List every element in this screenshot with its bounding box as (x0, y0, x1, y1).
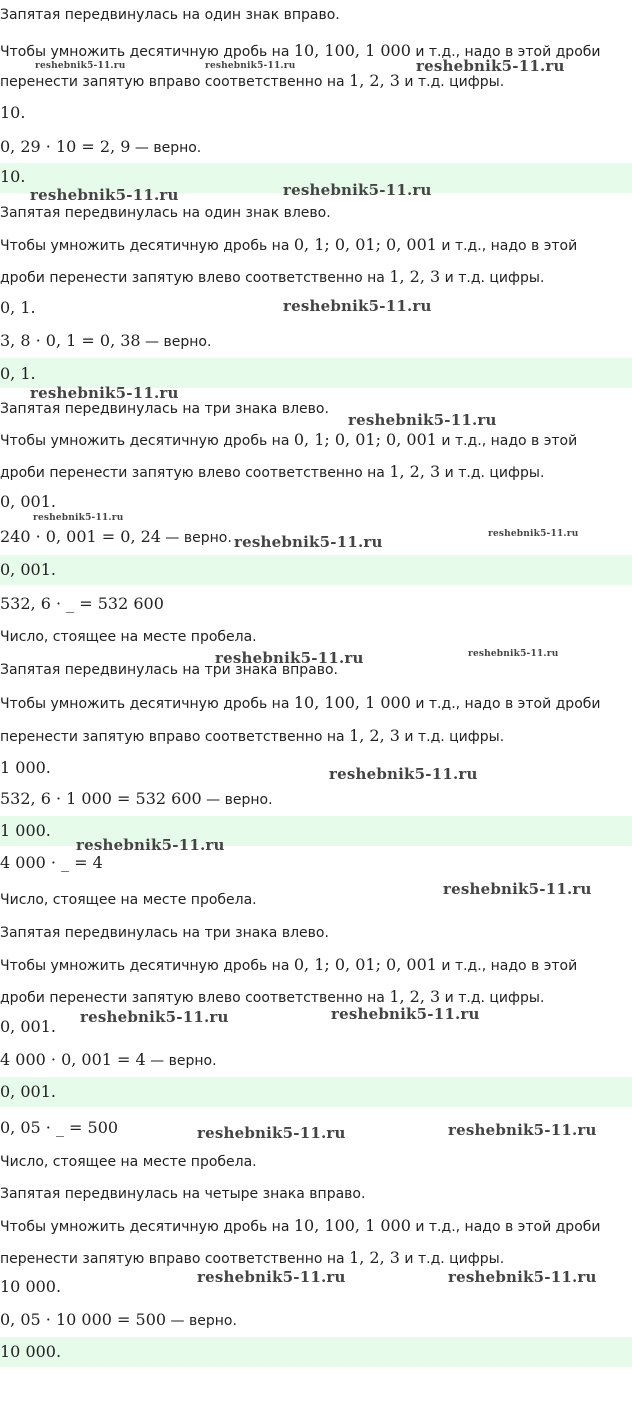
answer-highlight-5 (0, 1077, 632, 1107)
watermark: reshebnik5-11.ru (348, 411, 497, 429)
rule-line-3a: Чтобы умножить десятичную дробь на 0, 1; 0, 01; 0, 001 и т.д., надо в этой (0, 430, 578, 449)
answer-1: 10. (0, 167, 26, 186)
answer-2: 0, 1. (0, 364, 36, 383)
check-line-2: 3, 8 · 0, 1 = 0, 38 — верно. (0, 331, 212, 350)
gap-note-4: Число, стоящее на месте пробела. (0, 629, 257, 645)
factor-3: 0, 001. (0, 492, 56, 511)
check-line-3: 240 · 0, 001 = 0, 24 — верно. (0, 527, 232, 546)
watermark: reshebnik5-11.ru (205, 61, 296, 71)
watermark: reshebnik5-11.ru (331, 1005, 480, 1023)
rule-line-2b: дроби перенести запятую влево соответственно на 1, 2, 3 и т.д. цифры. (0, 267, 545, 286)
rule-line-2a: Чтобы умножить десятичную дробь на 0, 1; 0, 01; 0, 001 и т.д., надо в этой (0, 235, 578, 254)
watermark: reshebnik5-11.ru (468, 649, 559, 659)
equation-6: 0, 05 · _ = 500 (0, 1118, 119, 1137)
check-line-4: 532, 6 · 1 000 = 532 600 — верно. (0, 789, 273, 808)
watermark: reshebnik5-11.ru (76, 836, 225, 854)
watermark: reshebnik5-11.ru (215, 649, 364, 667)
rule-line-4b: перенести запятую вправо соответственно на 1, 2, 3 и т.д. цифры. (0, 726, 505, 745)
check-line-1: 0, 29 · 10 = 2, 9 — верно. (0, 137, 202, 156)
equation-4: 532, 6 · _ = 532 600 (0, 594, 164, 613)
watermark: reshebnik5-11.ru (80, 1008, 229, 1026)
rule-line-1b: перенести запятую вправо соответственно на 1, 2, 3 и т.д. цифры. (0, 71, 505, 90)
rule-line-5b: дроби перенести запятую влево соответственно на 1, 2, 3 и т.д. цифры. (0, 987, 545, 1006)
statement-6: Запятая передвинулась на четыре знака вправо. (0, 1186, 366, 1202)
answer-highlight-6 (0, 1337, 632, 1367)
gap-note-6: Число, стоящее на месте пробела. (0, 1154, 257, 1170)
watermark: reshebnik5-11.ru (197, 1124, 346, 1142)
watermark: reshebnik5-11.ru (33, 513, 124, 523)
watermark: reshebnik5-11.ru (443, 880, 592, 898)
rule-line-4a: Чтобы умножить десятичную дробь на 10, 100, 1 000 и т.д., надо в этой дроби (0, 693, 601, 712)
watermark: reshebnik5-11.ru (488, 529, 579, 539)
watermark: reshebnik5-11.ru (416, 57, 565, 75)
watermark: reshebnik5-11.ru (30, 186, 179, 204)
statement-4: Запятая передвинулась на три знака вправо. (0, 662, 338, 678)
watermark: reshebnik5-11.ru (329, 765, 478, 783)
watermark: reshebnik5-11.ru (283, 181, 432, 199)
rule-line-1a: Чтобы умножить десятичную дробь на 10, 100, 1 000 и т.д., надо в этой дроби (0, 41, 601, 60)
watermark: reshebnik5-11.ru (197, 1268, 346, 1286)
check-line-5: 4 000 · 0, 001 = 4 — верно. (0, 1050, 217, 1069)
watermark: reshebnik5-11.ru (448, 1121, 597, 1139)
watermark: reshebnik5-11.ru (35, 61, 126, 71)
factor-5: 0, 001. (0, 1017, 56, 1036)
rule-line-5a: Чтобы умножить десятичную дробь на 0, 1; 0, 01; 0, 001 и т.д., надо в этой (0, 955, 578, 974)
answer-highlight-3 (0, 555, 632, 585)
statement-2: Запятая передвинулась на один знак влево. (0, 205, 331, 221)
watermark: reshebnik5-11.ru (448, 1268, 597, 1286)
factor-6: 10 000. (0, 1277, 62, 1296)
gap-note-5: Число, стоящее на месте пробела. (0, 892, 257, 908)
statement-5: Запятая передвинулась на три знака влево. (0, 925, 329, 941)
answer-5: 0, 001. (0, 1082, 56, 1101)
factor-4: 1 000. (0, 758, 51, 777)
rule-line-6b: перенести запятую вправо соответственно на 1, 2, 3 и т.д. цифры. (0, 1248, 505, 1267)
factor-2: 0, 1. (0, 298, 36, 317)
watermark: reshebnik5-11.ru (283, 297, 432, 315)
statement-1: Запятая передвинулась на один знак вправо. (0, 7, 340, 23)
check-line-6: 0, 05 · 10 000 = 500 — верно. (0, 1310, 237, 1329)
watermark: reshebnik5-11.ru (234, 533, 383, 551)
answer-4: 1 000. (0, 821, 51, 840)
watermark: reshebnik5-11.ru (30, 384, 179, 402)
factor-1: 10. (0, 103, 26, 122)
rule-line-3b: дроби перенести запятую влево соответственно на 1, 2, 3 и т.д. цифры. (0, 462, 545, 481)
answer-6: 10 000. (0, 1342, 62, 1361)
statement-3: Запятая передвинулась на три знака влево. (0, 401, 329, 417)
answer-3: 0, 001. (0, 560, 56, 579)
rule-line-6a: Чтобы умножить десятичную дробь на 10, 100, 1 000 и т.д., надо в этой дроби (0, 1216, 601, 1235)
equation-5: 4 000 · _ = 4 (0, 853, 103, 872)
